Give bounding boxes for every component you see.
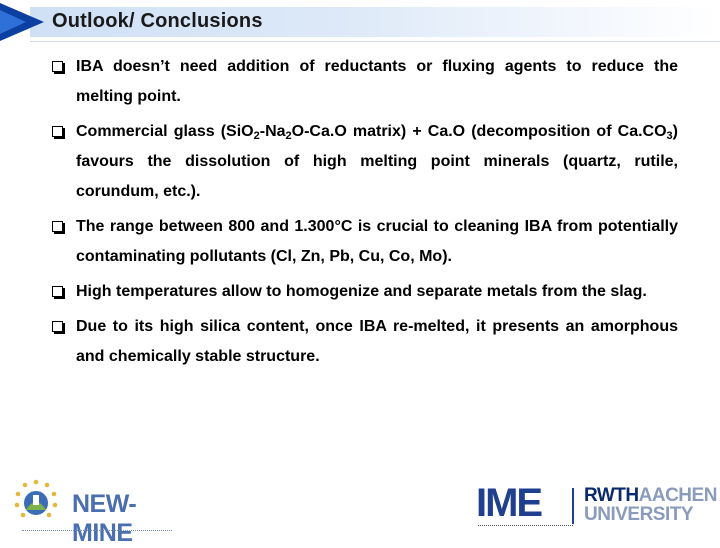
title-underline	[30, 41, 720, 42]
bullet-item-3	[50, 212, 678, 272]
bullet-list	[50, 52, 678, 377]
bullet-text: IBA doesn’t need addition of reductants or fluxing agents to reduce the melting point.	[76, 58, 678, 105]
checkbox-bullet-icon	[52, 221, 63, 232]
eu-stars-emblem-icon	[10, 478, 62, 526]
title-arrow-highlight-icon	[0, 10, 26, 34]
slide-title: Outlook/ Conclusions	[52, 10, 263, 32]
new-mine-tagline-decoration	[22, 530, 172, 534]
ime-wordmark: IME	[476, 481, 542, 525]
footer-logos	[0, 470, 720, 547]
logo-divider	[572, 488, 574, 524]
checkbox-bullet-icon	[52, 126, 63, 137]
checkbox-bullet-icon	[52, 321, 63, 332]
checkbox-bullet-icon	[52, 286, 63, 297]
rwth-line-1: RWTHAACHEN	[584, 485, 717, 506]
slide-title-bar	[0, 3, 720, 41]
bullet-item-4	[50, 277, 678, 307]
new-mine-logo	[10, 478, 170, 547]
bullet-item-5	[50, 312, 678, 372]
bullet-text: High temperatures allow to homogenize and separate metals from the slag.	[76, 283, 647, 300]
checkbox-bullet-icon	[52, 61, 63, 72]
bullet-text: The range between 800 and 1.300°C is crucial to cleaning IBA from potentially contaminating pollutants (Cl, Zn, Pb, Cu, Co, Mo).	[76, 218, 678, 265]
bullet-item-1	[50, 52, 678, 112]
ime-logo	[476, 481, 566, 525]
new-mine-wordmark: NEW-MINE	[72, 490, 137, 547]
bullet-item-2	[50, 117, 678, 207]
ime-subline-decoration	[478, 525, 573, 530]
rwth-aachen-logo	[584, 485, 717, 526]
rwth-line-2: UNIVERSITY	[584, 504, 694, 525]
bullet-text: Due to its high silica content, once IBA re-melted, it presents an amorphous and chemically stable structure.	[76, 318, 678, 365]
bullet-text: Commercial glass ($SiO_2-Na_2O-Ca.O$ matrix) + Ca.O (decomposition of $Ca.CO_3$) favours the dissolution of high melting point minerals (quartz, rutile, corundum, etc.).	[76, 123, 678, 200]
